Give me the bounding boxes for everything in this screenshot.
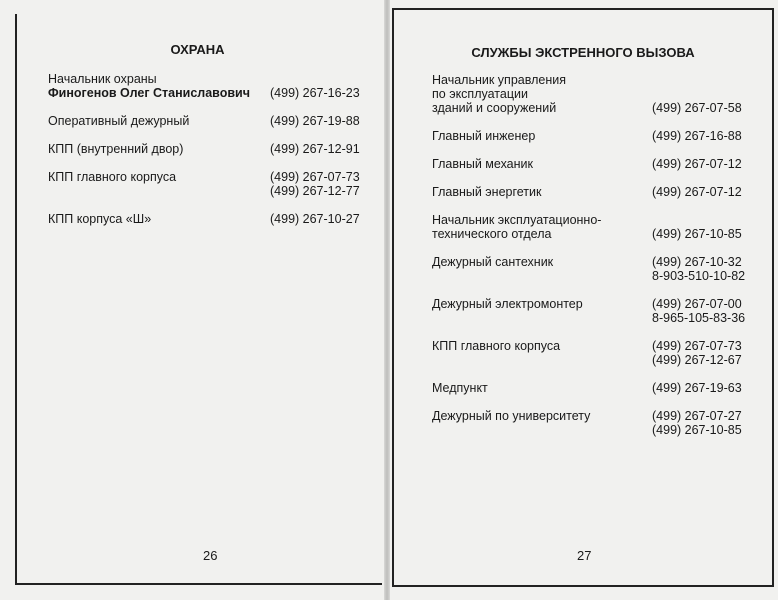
- contact-entry: [432, 185, 752, 199]
- contact-label: [48, 170, 176, 198]
- phone-number: (499) 267-12-91: [270, 142, 360, 156]
- phone-number: (499) 267-10-85: [652, 423, 742, 437]
- page-number-right: 27: [577, 548, 592, 563]
- contact-label-line: КПП главного корпуса: [432, 339, 561, 353]
- phone-numbers: [270, 86, 360, 100]
- contact-label-line: зданий и сооружений: [432, 101, 557, 115]
- contact-label: [432, 339, 560, 367]
- phone-number: (499) 267-12-77: [270, 184, 360, 198]
- phone-number: (499) 267-07-58: [652, 101, 742, 115]
- phone-numbers: [270, 212, 360, 226]
- phone-number: (499) 267-16-88: [652, 129, 742, 143]
- phone-numbers: [652, 227, 742, 241]
- contact-label: [432, 185, 541, 199]
- contact-entry: [48, 142, 368, 156]
- contact-entry: [432, 297, 752, 325]
- emergency-contacts-list: [432, 73, 752, 451]
- contact-label: [432, 213, 601, 241]
- contact-label-line: Дежурный сантехник: [432, 255, 554, 269]
- phone-number: (499) 267-19-88: [270, 114, 360, 128]
- contact-label: [48, 142, 183, 156]
- contact-label-line: Дежурный электромонтер: [432, 297, 583, 311]
- phone-number: (499) 267-07-12: [652, 157, 742, 171]
- contact-label-line: Главный инженер: [432, 129, 536, 143]
- contact-entry: [432, 129, 752, 143]
- contact-label-line: Главный энергетик: [432, 185, 542, 199]
- phone-number: (499) 267-19-63: [652, 381, 742, 395]
- contact-label-line: КПП (внутренний двор): [48, 142, 184, 156]
- contact-label: [432, 157, 533, 171]
- phone-numbers: [652, 157, 742, 171]
- contact-label: [432, 381, 488, 395]
- contact-entry: [432, 157, 752, 171]
- contact-label: [432, 297, 583, 325]
- phone-numbers: [652, 381, 742, 395]
- phone-number: (499) 267-12-67: [652, 353, 742, 367]
- contact-label: [432, 409, 590, 437]
- phone-number: (499) 267-10-85: [652, 227, 742, 241]
- phone-number: (499) 267-07-12: [652, 185, 742, 199]
- contact-label-line: КПП главного корпуса: [48, 170, 177, 184]
- contact-label: [432, 255, 553, 283]
- contact-label-line: Медпункт: [432, 381, 488, 395]
- phone-numbers: [652, 409, 742, 437]
- contact-entry: [432, 255, 752, 283]
- page-number-left: 26: [203, 548, 218, 563]
- contact-entry: [432, 73, 752, 115]
- phone-numbers: [652, 185, 742, 199]
- contact-entry: [48, 212, 368, 226]
- phone-number: (499) 267-16-23: [270, 86, 360, 100]
- contact-entry: [432, 213, 752, 241]
- contact-label: [48, 72, 250, 100]
- right-page-title: СЛУЖБЫ ЭКСТРЕННОГО ВЫЗОВА: [471, 45, 695, 60]
- contact-label-line: Дежурный по университету: [432, 409, 591, 423]
- phone-numbers: [652, 339, 742, 367]
- phone-numbers: [652, 101, 742, 115]
- phone-number: (499) 267-10-27: [270, 212, 360, 226]
- security-contacts-list: [48, 72, 368, 240]
- phone-numbers: [270, 114, 360, 128]
- contact-label-line: по эксплуатации: [432, 87, 528, 101]
- phone-number: (499) 267-07-73: [652, 339, 742, 353]
- phone-numbers: [652, 297, 745, 325]
- contact-label-line: КПП корпуса «Ш»: [48, 212, 152, 226]
- contact-entry: [432, 381, 752, 395]
- phone-numbers: [270, 170, 360, 198]
- contact-entry: [48, 72, 368, 100]
- phone-number: 8-903-510-10-82: [652, 269, 746, 283]
- phone-numbers: [652, 129, 742, 143]
- contact-label: [48, 212, 151, 226]
- contact-label-line: Начальник управления: [432, 73, 566, 87]
- contact-label-line: Главный механик: [432, 157, 533, 171]
- book-spine: [384, 0, 390, 600]
- contact-label-line: Финогенов Олег Станиславович: [48, 86, 250, 100]
- phone-numbers: [270, 142, 360, 156]
- contact-label: [432, 129, 535, 143]
- contact-label-line: технического отдела: [432, 227, 552, 241]
- contact-label-line: Начальник эксплуатационно-: [432, 213, 602, 227]
- phone-numbers: [652, 255, 745, 283]
- phone-number: 8-965-105-83-36: [652, 311, 746, 325]
- contact-label-line: Начальник охраны: [48, 72, 157, 86]
- left-page-title: ОХРАНА: [170, 42, 225, 57]
- contact-label: [432, 73, 566, 115]
- contact-label: [48, 114, 189, 128]
- phone-number: (499) 267-07-73: [270, 170, 360, 184]
- contact-entry: [432, 339, 752, 367]
- contact-label-line: Оперативный дежурный: [48, 114, 190, 128]
- contact-entry: [48, 114, 368, 128]
- contact-entry: [432, 409, 752, 437]
- phone-number: (499) 267-07-27: [652, 409, 742, 423]
- phone-number: (499) 267-07-00: [652, 297, 742, 311]
- phone-number: (499) 267-10-32: [652, 255, 742, 269]
- contact-entry: [48, 170, 368, 198]
